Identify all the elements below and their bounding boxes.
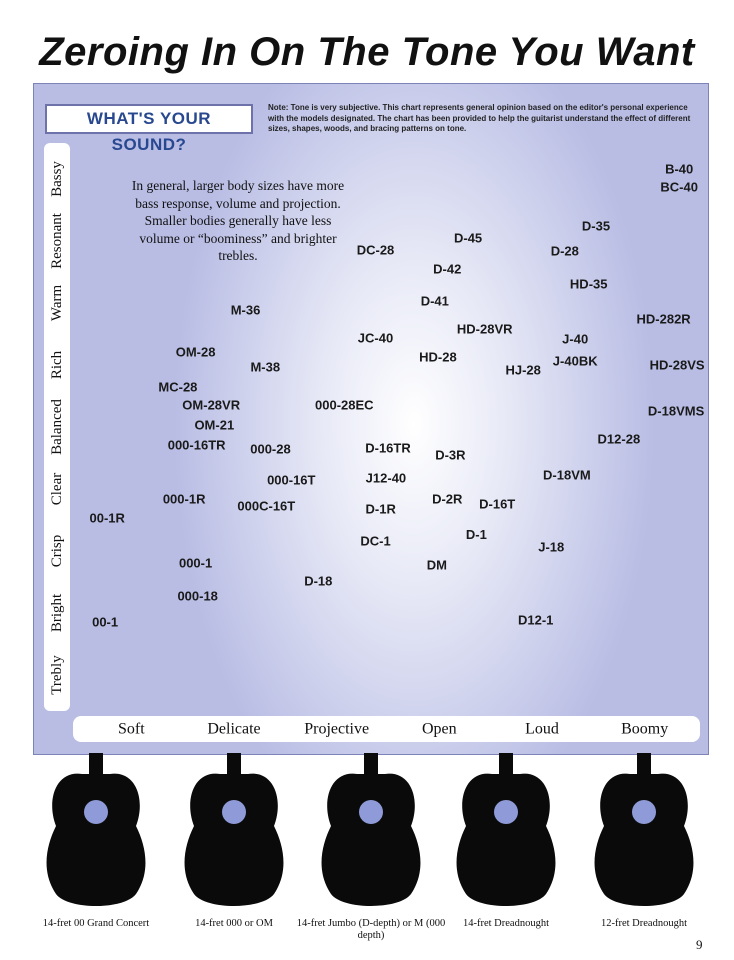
data-point-label: D-41 [420,293,449,309]
data-point-label: J-18 [538,539,565,555]
x-tick-label: Loud [525,720,559,738]
data-point-label: D-35 [581,218,611,234]
data-point-label: DM [426,557,447,573]
data-point-label: D-1 [465,526,487,542]
data-point-label: J-40BK [552,353,598,369]
data-point-label: 00-1R [89,510,125,526]
guitar-silhouette-icon [322,753,421,906]
y-tick-label: Balanced [49,399,65,455]
data-point-label: 000C-16T [237,498,296,514]
data-point-label: 000-28 [250,441,291,457]
x-tick-label: Open [422,720,457,738]
data-point-label: D-18VMS [647,403,705,419]
data-point-label: J-40 [562,331,589,347]
body-size-note: In general, larger body sizes have more bass response, volume and projection. Smaller bodies generally have less volume or “boominess” and brighter trebles. [131,178,345,263]
data-point-label: 00-1 [92,614,119,630]
data-point-label: D-1R [365,501,396,517]
guitar-silhouette-icon [457,753,556,906]
y-tick-label: Crisp [49,534,65,568]
data-point-label: B-40 [665,161,694,177]
data-point-label: HD-28VS [649,357,705,373]
data-point-label: D-16T [479,496,516,512]
chart-title-badge: WHAT'S YOUR SOUND? [45,104,253,134]
data-point-label: OM-21 [194,417,235,433]
x-tick-label: Delicate [207,720,261,738]
data-point-label: D-45 [453,230,483,246]
guitar-silhouette-icon [185,753,284,906]
guitar-label: 14-fret 000 or OM [195,918,273,929]
guitar-label: 12-fret Dreadnought [600,918,687,929]
data-point-label: 000-1R [162,491,206,507]
data-point-label: 000-1 [178,555,213,571]
data-point-label: D-3R [435,447,466,463]
data-point-label: BC-40 [660,179,698,195]
page-title: Zeroing In On The Tone You Want [39,30,695,74]
data-point-label: DC-1 [360,533,391,549]
data-point-label: HD-28 [419,349,457,365]
data-point-label: D-16TR [365,440,411,456]
x-tick-label: Boomy [621,720,669,738]
data-point-label: HD-35 [569,276,608,292]
data-point-label: M-36 [230,302,261,318]
data-point-label: HD-28VR [456,321,513,337]
data-point-label: HD-282R [636,311,691,327]
guitar-silhouette-icon [595,753,694,906]
data-point-label: 000-18 [177,588,218,604]
x-tick-label: Projective [304,720,370,738]
tone-note: Note: Tone is very subjective. This chart represents general opinion based on the editor's personal experience with the models designated. The chart has been provided to help the guitarist understand the effect of different sizes, shapes, woods, and bracing patterns on tone. [268,103,691,133]
data-point-label: D-18 [304,573,333,589]
data-point-label: D-28 [550,243,579,259]
data-point-label: HJ-28 [505,362,541,378]
data-point-label: D12-1 [517,612,554,628]
guitar-label: 14-fret 00 Grand Concert [42,918,150,929]
data-point-label: M-38 [250,359,281,375]
data-point-label: 000-28EC [315,397,374,413]
y-tick-label: Bassy [49,161,65,197]
guitar-label: 14-fret Dreadnought [462,918,549,929]
x-tick-label: Soft [117,720,145,738]
y-tick-label: Resonant [49,213,65,269]
data-point-label: D-18VM [543,467,591,483]
y-tick-label: Clear [49,472,65,506]
data-point-label: 000-16T [267,472,316,488]
data-point-label: D-42 [433,261,462,277]
data-point-label: OM-28VR [182,397,241,413]
data-point-label: D12-28 [597,431,641,447]
guitar-label: 14-fret Jumbo (D-depth) or M (000 depth) [296,918,446,941]
y-tick-label: Bright [49,593,65,633]
y-tick-label: Rich [49,350,65,380]
guitar-silhouette-icon [47,753,146,906]
y-tick-label: Trebly [49,655,65,695]
data-point-label: D-2R [432,491,463,507]
data-point-label: 000-16TR [167,437,226,453]
y-tick-label: Warm [49,284,65,322]
data-point-label: DC-28 [356,242,395,258]
data-point-label: J12-40 [365,470,407,486]
data-point-label: OM-28 [175,344,216,360]
data-point-label: JC-40 [357,330,394,346]
page-number: 9 [696,937,703,952]
data-point-label: MC-28 [158,379,198,395]
